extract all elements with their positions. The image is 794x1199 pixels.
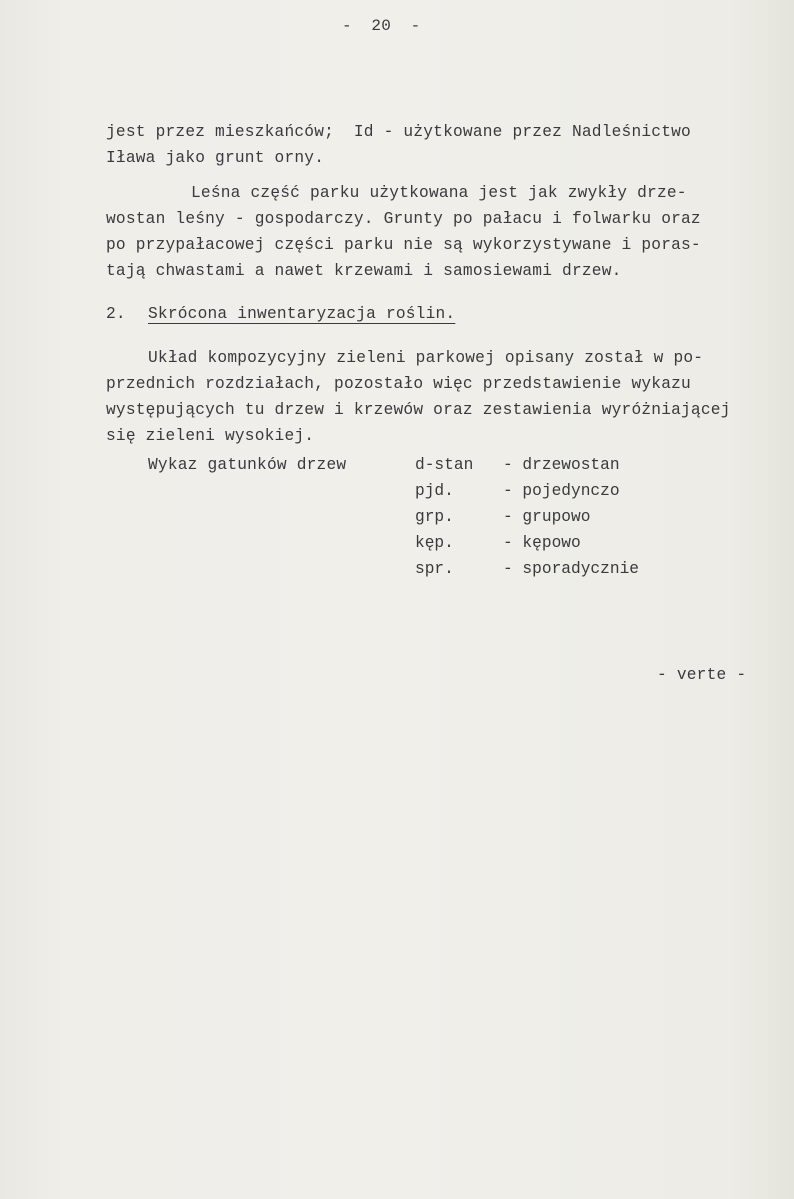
paragraph2-line-4: tają chwastami a nawet krzewami i samosiewami drzew. [106, 262, 622, 280]
paragraph2-line-1: Leśna część parku użytkowana jest jak zwykły drze- [191, 184, 687, 202]
legend-abbr: pjd. [415, 482, 454, 500]
section-number: 2. [106, 305, 126, 323]
paragraph2-line-2: wostan leśny - gospodarczy. Grunty po pałacu i folwarku oraz [106, 210, 701, 228]
paragraph3-line-1: Układ kompozycyjny zieleni parkowej opisany został w po- [148, 349, 704, 367]
legend-meaning: - kępowo [503, 534, 581, 552]
legend-abbr: grp. [415, 508, 454, 526]
paragraph3-line-3: występujących tu drzew i krzewów oraz zestawienia wyróżniającej [106, 401, 731, 419]
paragraph3-line-4: się zieleni wysokiej. [106, 427, 315, 445]
paragraph2-line-3: po przypałacowej części parku nie są wykorzystywane i poras- [106, 236, 701, 254]
page-number: - 20 - [342, 17, 421, 35]
paragraph3-line-2: przednich rozdziałach, pozostało więc przedstawienie wykazu [106, 375, 691, 393]
legend-abbr: d-stan [415, 456, 474, 474]
legend-heading: Wykaz gatunków drzew [148, 456, 347, 474]
legend-abbr: kęp. [415, 534, 454, 552]
legend-abbr: spr. [415, 560, 454, 578]
footer-verte: - verte - [657, 666, 747, 684]
legend-meaning: - sporadycznie [503, 560, 639, 578]
paragraph1-line-1: jest przez mieszkańców; Id - użytkowane przez Nadleśnictwo [106, 123, 691, 141]
legend-meaning: - pojedynczo [503, 482, 620, 500]
legend-meaning: - drzewostan [503, 456, 620, 474]
section-title: Skrócona inwentaryzacja roślin. [148, 305, 456, 323]
legend-meaning: - grupowo [503, 508, 591, 526]
paragraph1-line-2: Iława jako grunt orny. [106, 149, 325, 167]
